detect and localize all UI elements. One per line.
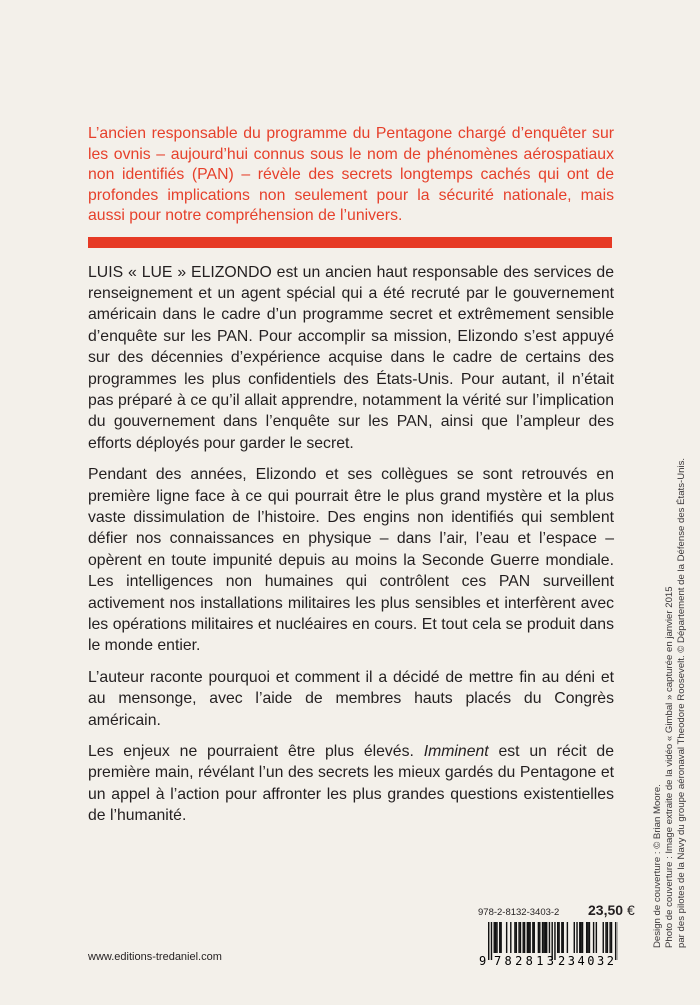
- barcode-bar: [528, 922, 529, 953]
- currency: €: [626, 902, 635, 918]
- barcode-right-digits: 234032: [558, 954, 614, 968]
- barcode-left-digits: 782813: [494, 954, 554, 968]
- barcode-bar: [611, 922, 612, 953]
- barcode-bar: [593, 922, 594, 953]
- barcode-bar: [586, 922, 587, 953]
- barcode-bar: [607, 922, 608, 953]
- barcode-bar: [496, 922, 497, 953]
- barcode-bar: [582, 922, 583, 953]
- barcode-bar: [527, 922, 528, 953]
- barcode-bar: [576, 922, 577, 953]
- barcode-bar: [510, 922, 511, 953]
- paragraph: LUIS « LUE » ELIZONDO est un ancien haut responsable des services de renseignement et un agent spécial qui a été recruté par le gouvernement américain dans le cadre d’un programme secret et extrêmement sensible d’enquête sur les PAN. Pour accomplir sa mission, Elizondo s’est appuyé sur des décennies d’expérience acquise dans le cadre de certains des programmes les plus confidentiels des États-Unis. Pour autant, il n’était pas préparé à ce qu’il allait apprendre, notamment la vérité sur l’implication du gouvernement dans l’enquête sur les PAN, ainsi que l’ampleur des efforts déployés pour garder le secret.: [88, 263, 614, 452]
- barcode-bar: [587, 922, 588, 953]
- barcode-bar: [534, 922, 535, 953]
- barcode-bar: [495, 922, 496, 953]
- barcode-bar: [514, 922, 515, 953]
- barcode-bar: [543, 922, 544, 953]
- barcode-bar: [516, 922, 517, 953]
- cover-text: [88, 124, 614, 837]
- red-divider: [88, 237, 612, 248]
- barcode-bar: [589, 922, 590, 953]
- barcode-bar: [574, 922, 575, 953]
- barcode-bar: [532, 922, 533, 953]
- barcode-bar: [615, 922, 616, 960]
- isbn: 978-2-8132-3403-2: [478, 907, 560, 918]
- description: [88, 262, 614, 827]
- barcode-bar: [603, 922, 604, 953]
- paragraph: L’auteur raconte pourquoi et comment il a décidé de mettre fin au déni et au mensonge, avec l’aide de membres hauts placés du Congrès américain.: [88, 668, 614, 729]
- credit-line: Photo de couverture : Image extraite de la vidéo « Gimbal » capturée en janvier 2015: [664, 586, 675, 948]
- barcode-bar: [563, 922, 564, 953]
- barcode-bar: [579, 922, 580, 953]
- barcode-bar: [520, 922, 521, 953]
- barcode-bar: [557, 922, 558, 953]
- barcode-bar: [549, 922, 550, 953]
- paragraph: [88, 741, 614, 827]
- price: [588, 902, 635, 918]
- credit-line: par des pilotes de la Navy du groupe aéronaval Theodore Roosevelt. © Département de la Défense des États-Unis.: [676, 457, 687, 948]
- cover-credits: [652, 458, 688, 948]
- barcode-bar: [567, 922, 568, 953]
- barcode-bar: [506, 922, 507, 953]
- barcode-bar: [500, 922, 501, 953]
- barcode-bar: [499, 922, 500, 953]
- barcode-bar: [538, 922, 539, 953]
- book-title: Imminent: [423, 743, 489, 761]
- barcode-first-digit: 9: [479, 954, 487, 968]
- text: est un récit de première main, révélant l’un des secrets les mieux gardés du Pentagone et un appel à l’action pour affronter les plus grandes questions existentielles de l’humanité.: [88, 743, 614, 825]
- barcode-bar: [542, 922, 543, 953]
- barcode-bar: [580, 922, 581, 953]
- barcode-bar: [518, 922, 519, 953]
- barcode-bar: [523, 922, 524, 953]
- barcode: [478, 922, 618, 968]
- publisher-website[interactable]: www.editions-tredaniel.com: [88, 951, 222, 963]
- text: Les enjeux ne pourraient être plus élevés.: [88, 743, 424, 761]
- barcode-bar: [545, 922, 546, 953]
- intro-blurb: L’ancien responsable du programme du Pentagone chargé d’enquêter sur les ovnis – aujourd’hui connus sous le nom de phénomènes aérospatiaux non identifiés (PAN) – révèle des secrets longtemps cachés qui ont de profondes implications non seulement pour la sécurité nationale, mais aussi pour notre compréhension de l’univers.: [88, 125, 614, 224]
- barcode-bar: [596, 922, 597, 953]
- barcode-bar: [494, 922, 495, 953]
- barcode-bar: [609, 922, 610, 953]
- barcode-bar: [605, 922, 606, 953]
- barcode-bar: [558, 922, 559, 953]
- barcode-bar: [491, 922, 492, 960]
- barcode-bar: [561, 922, 562, 953]
- price-value: 23,50: [588, 902, 624, 918]
- barcode-bar: [524, 922, 525, 953]
- barcode-bar: [488, 922, 489, 960]
- credit-line: Design de couverture : © Brian Moore.: [652, 784, 663, 948]
- barcode-bar: [554, 922, 555, 960]
- barcode-bar: [529, 922, 530, 953]
- barcode-bar: [539, 922, 540, 953]
- barcode-bar: [546, 922, 547, 953]
- paragraph: Pendant des années, Elizondo et ses collègues se sont retrouvés en première ligne face à ce qui pourrait être le plus grand mystère et la plus vaste dissimulation de l’histoire. Des engins non identifiés qui semblent défier nos connaissances en physique – dans l’air, l’eau et l’espace – opèrent en toute impunité depuis au moins la Seconde Guerre mondiale. Les intelligences non humaines qui contrôlent ces PAN surveillent activement nos installations militaires les plus sensibles et interfèrent avec les opérations militaires et nucléaires en cours. Et tout cela se produit dans le monde entier.: [88, 466, 614, 655]
